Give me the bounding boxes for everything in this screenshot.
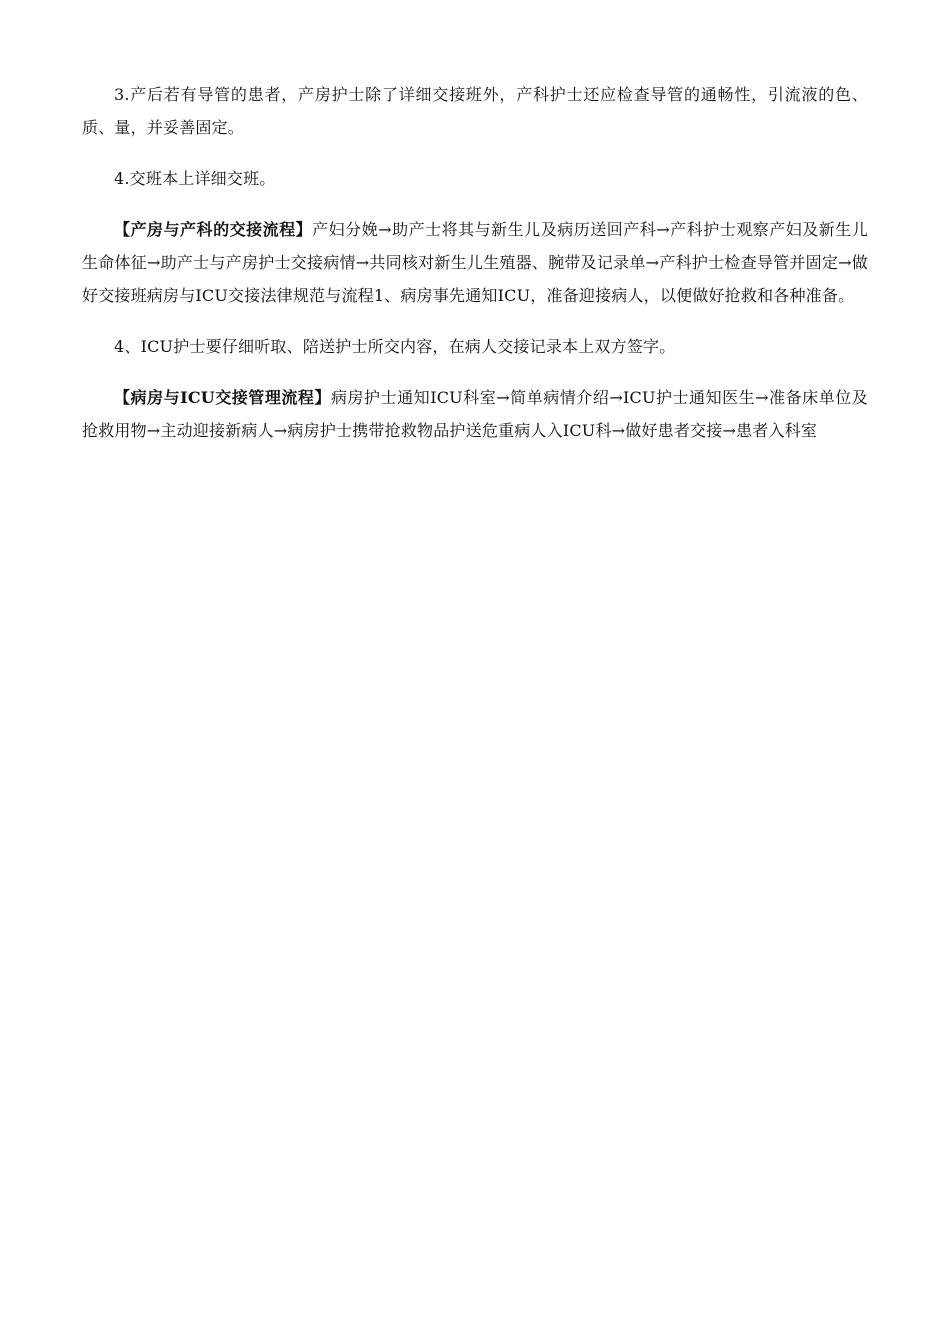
paragraph-text: 3.产后若有导管的患者，产房护士除了详细交接班外，产科护士还应检查导管的通畅性，引流液的色、质、量，并妥善固定。 bbox=[82, 85, 868, 137]
paragraph-shift-record bbox=[82, 162, 868, 195]
paragraph-delivery-handover-flow bbox=[82, 213, 868, 312]
section-heading: 【产房与产科的交接流程】 bbox=[114, 220, 313, 239]
section-heading: 【病房与ICU交接管理流程】 bbox=[114, 388, 331, 407]
paragraph-text: 病房护士通知ICU科室→简单病情介绍→ICU护士通知医生→准备床单位及抢救用物→主动迎接新病人→病房护士携带抢救物品护送危重病人入ICU科→做好患者交接→患者入科室 bbox=[82, 388, 868, 440]
paragraph-text: 4.交班本上详细交班。 bbox=[114, 169, 276, 188]
paragraph-icu-handover-flow bbox=[82, 381, 868, 447]
paragraph-icu-signature bbox=[82, 330, 868, 363]
paragraph-text: 4、ICU护士要仔细听取、陪送护士所交内容，在病人交接记录本上双方签字。 bbox=[114, 337, 676, 356]
paragraph-text: 产妇分娩→助产士将其与新生儿及病历送回产科→产科护士观察产妇及新生儿生命体征→助产士与产房护士交接病情→共同核对新生儿生殖器、腕带及记录单→产科护士检查导管并固定→做好交接班病房与ICU交接法律规范与流程1、病房事先通知ICU，准备迎接病人，以便做好抢救和各种准备。 bbox=[82, 220, 868, 305]
document-page bbox=[82, 78, 868, 465]
paragraph-catheter-check bbox=[82, 78, 868, 144]
